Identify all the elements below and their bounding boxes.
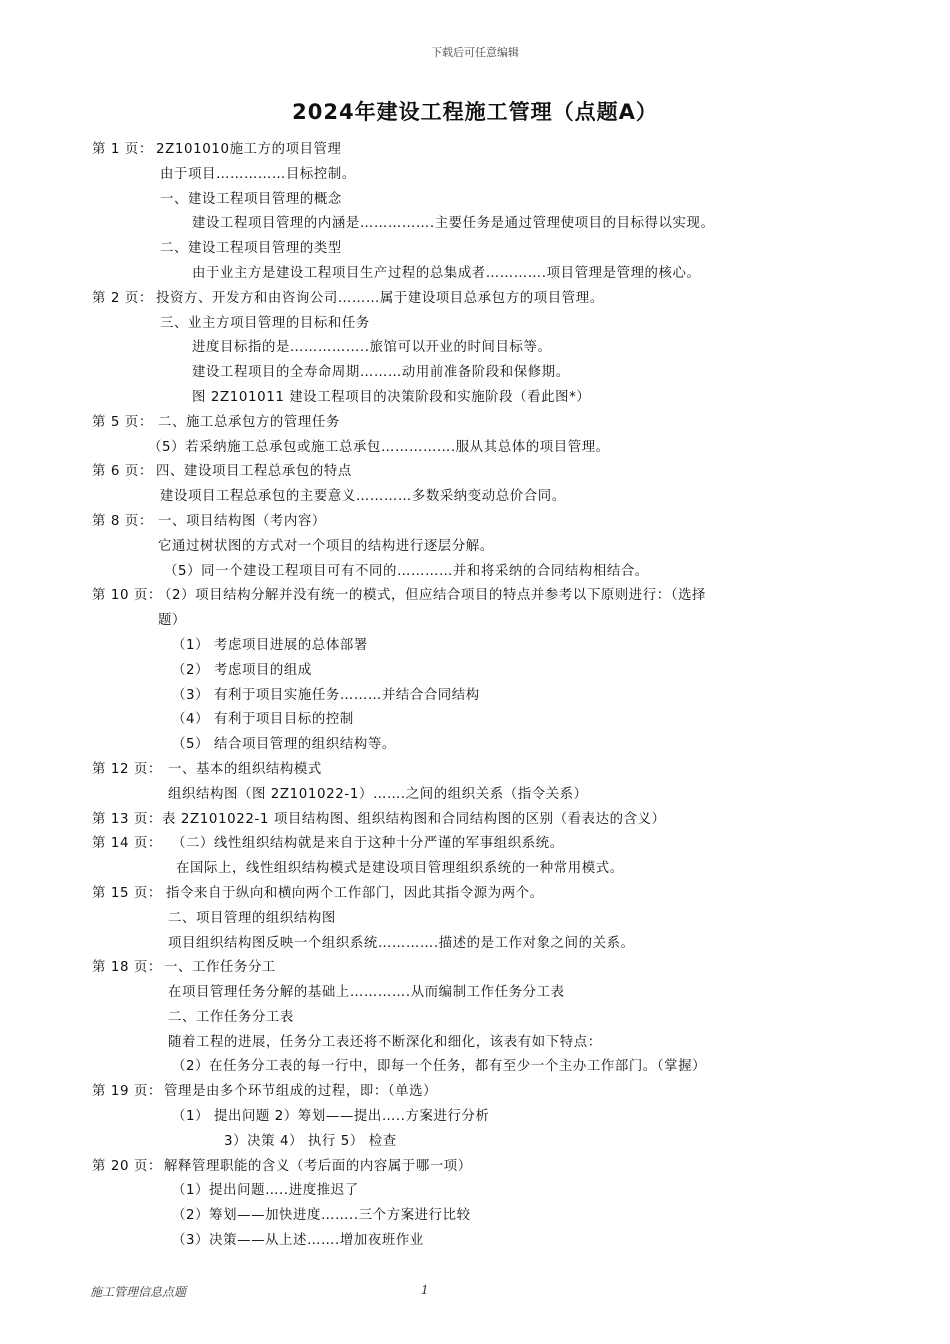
line-text: 二、工作任务分工表 bbox=[168, 1009, 294, 1025]
text-line bbox=[0, 758, 950, 783]
text-line bbox=[0, 1105, 950, 1130]
line-text: （1） 考虑项目进展的总体部署 bbox=[172, 637, 368, 653]
line-text: 管理是由多个环节组成的过程，即：（单选） bbox=[164, 1084, 438, 1100]
text-line bbox=[0, 411, 950, 436]
text-line bbox=[0, 783, 950, 808]
text-line bbox=[0, 1006, 950, 1031]
line-text: （5）同一个建设工程项目可有不同的…………并和将采纳的合同结构相结合。 bbox=[164, 563, 649, 579]
header-note: 下载后可任意编辑 bbox=[431, 46, 519, 59]
page-reference-label: 第 2 页： bbox=[92, 290, 153, 306]
text-line bbox=[0, 659, 950, 684]
line-text: 一、工作任务分工 bbox=[164, 960, 276, 976]
line-text: （5）若采纳施工总承包或施工总承包…………….服从其总体的项目管理。 bbox=[148, 439, 610, 455]
text-line bbox=[0, 1055, 950, 1080]
line-text: （2） 考虑项目的组成 bbox=[172, 662, 312, 678]
text-line bbox=[0, 609, 950, 634]
text-line bbox=[0, 336, 950, 361]
page-reference-label: 第 1 页： bbox=[92, 142, 153, 157]
text-line bbox=[0, 212, 950, 237]
line-text: 在项目管理任务分解的基础上………….从而编制工作任务分工表 bbox=[168, 985, 565, 1001]
line-text: 投资方、开发方和由咨询公司………属于建设项目总承包方的项目管理。 bbox=[156, 290, 604, 306]
page-reference-label: 第 18 页： bbox=[92, 960, 162, 976]
text-line bbox=[0, 287, 950, 312]
line-text: （二）线性组织结构就是来自于这种十分严谨的军事组织系统。 bbox=[172, 836, 564, 852]
page-reference-label: 第 6 页： bbox=[92, 464, 153, 480]
page-reference-label: 第 10 页： bbox=[92, 588, 162, 604]
line-text: 建设项目工程总承包的主要意义…………多数采纳变动总价合同。 bbox=[160, 489, 566, 505]
page-reference-label: 第 12 页： bbox=[92, 761, 162, 777]
line-text: （3） 有利于项目实施任务………并结合合同结构 bbox=[172, 687, 480, 703]
page-reference-label: 第 5 页： bbox=[92, 414, 153, 430]
line-text: 建设工程项目的全寿命周期………动用前准备阶段和保修期。 bbox=[192, 365, 570, 381]
document-title: 2024年建设工程施工管理（点题A） bbox=[292, 100, 658, 124]
line-text: （1） 提出问题 2）筹划——提出…..方案进行分析 bbox=[172, 1109, 490, 1125]
line-text: 建设工程项目管理的内涵是…………….主要任务是通过管理使项目的目标得以实现。 bbox=[192, 216, 715, 232]
line-text: 随着工程的进展，任务分工表还将不断深化和细化，该表有如下特点： bbox=[168, 1034, 602, 1050]
page-reference-label: 第 14 页： bbox=[92, 836, 162, 852]
line-text: 题） bbox=[158, 613, 186, 629]
line-text: 由于业主方是建设工程项目生产过程的总集成者………….项目管理是管理的核心。 bbox=[192, 265, 701, 281]
footer-text: 施工管理信息点题 bbox=[90, 1285, 187, 1299]
page-reference-label: 第 13 页： bbox=[92, 811, 162, 827]
text-line bbox=[0, 907, 950, 932]
text-line bbox=[0, 312, 950, 337]
text-line bbox=[0, 237, 950, 262]
line-text: 指令来自于纵向和横向两个工作部门，因此其指令源为两个。 bbox=[166, 885, 544, 901]
text-line bbox=[0, 1130, 950, 1155]
text-line bbox=[0, 733, 950, 758]
footer-page-number: 1 bbox=[421, 1283, 429, 1297]
line-text: 它通过树状图的方式对一个项目的结构进行逐层分解。 bbox=[158, 538, 494, 554]
line-text: 二、施工总承包方的管理任务 bbox=[158, 414, 340, 430]
line-text: 表 2Z101022-1 项目结构图、组织结构图和合同结构图的区别（看表达的含义） bbox=[162, 811, 666, 827]
line-text: 由于项目……………目标控制。 bbox=[160, 166, 356, 182]
text-line bbox=[0, 1204, 950, 1229]
text-line bbox=[0, 1179, 950, 1204]
line-text: （3）决策——从上述…….增加夜班作业 bbox=[172, 1233, 424, 1249]
text-line bbox=[0, 584, 950, 609]
text-line bbox=[0, 560, 950, 585]
line-text: （2）在任务分工表的每一行中，即每一个任务，都有至少一个主办工作部门。（掌握） bbox=[172, 1059, 707, 1075]
text-line bbox=[0, 188, 950, 213]
text-line bbox=[0, 361, 950, 386]
text-line bbox=[0, 857, 950, 882]
line-text: 进度目标指的是……………..旅馆可以开业的时间目标等。 bbox=[192, 340, 552, 356]
line-text: （1）提出问题…..进度推迟了 bbox=[172, 1183, 359, 1199]
text-line bbox=[0, 262, 950, 287]
text-line bbox=[0, 832, 950, 857]
text-line bbox=[0, 510, 950, 535]
line-text: 组织结构图（图 2Z101022-1）…….之间的组织关系（指令关系） bbox=[168, 786, 588, 802]
text-line bbox=[0, 981, 950, 1006]
page-reference-label: 第 20 页： bbox=[92, 1158, 162, 1174]
text-line bbox=[0, 535, 950, 560]
line-text: （2）项目结构分解并没有统一的模式，但应结合项目的特点并参考以下原则进行：（选择 bbox=[158, 588, 707, 604]
line-text: 四、建设项目工程总承包的特点 bbox=[156, 464, 352, 480]
line-text: 解释管理职能的含义（考后面的内容属于哪一项） bbox=[164, 1158, 472, 1174]
line-text: 一、项目结构图（考内容） bbox=[158, 513, 326, 529]
text-line bbox=[0, 163, 950, 188]
line-text: 三、业主方项目管理的目标和任务 bbox=[160, 315, 370, 331]
line-text: （2）筹划——加快进度……..三个方案进行比较 bbox=[172, 1208, 471, 1224]
text-line bbox=[0, 708, 950, 733]
page-reference-label: 第 8 页： bbox=[92, 513, 153, 529]
line-text: 二、建设工程项目管理的类型 bbox=[160, 241, 342, 257]
text-line bbox=[0, 808, 950, 833]
text-line bbox=[0, 882, 950, 907]
text-line bbox=[0, 138, 950, 163]
text-line bbox=[0, 436, 950, 461]
text-line bbox=[0, 956, 950, 981]
line-text: 在国际上，线性组织结构模式是建设项目管理组织系统的一种常用模式。 bbox=[176, 861, 624, 877]
line-text: 图 2Z101011 建设工程项目的决策阶段和实施阶段（看此图*） bbox=[192, 389, 591, 405]
text-line bbox=[0, 1080, 950, 1105]
page-reference-label: 第 19 页： bbox=[92, 1084, 162, 1100]
text-line bbox=[0, 386, 950, 411]
text-line bbox=[0, 1031, 950, 1056]
line-text: 项目组织结构图反映一个组织系统………….描述的是工作对象之间的关系。 bbox=[168, 935, 635, 951]
line-text: 一、建设工程项目管理的概念 bbox=[160, 191, 342, 207]
line-text: 2Z101010施工方的项目管理 bbox=[156, 142, 342, 157]
line-text: 3）决策 4） 执行 5） 检查 bbox=[224, 1133, 397, 1149]
line-text: 一、基本的组织结构模式 bbox=[168, 761, 322, 777]
text-line bbox=[0, 460, 950, 485]
line-text: 二、项目管理的组织结构图 bbox=[168, 910, 336, 926]
text-line bbox=[0, 684, 950, 709]
text-line bbox=[0, 932, 950, 957]
page-reference-label: 第 15 页： bbox=[92, 885, 162, 901]
text-line bbox=[0, 485, 950, 510]
text-line bbox=[0, 634, 950, 659]
line-text: （5） 结合项目管理的组织结构等。 bbox=[172, 737, 396, 753]
line-text: （4） 有利于项目目标的控制 bbox=[172, 712, 354, 728]
document-body bbox=[0, 138, 950, 1254]
text-line bbox=[0, 1229, 950, 1254]
text-line bbox=[0, 1155, 950, 1180]
